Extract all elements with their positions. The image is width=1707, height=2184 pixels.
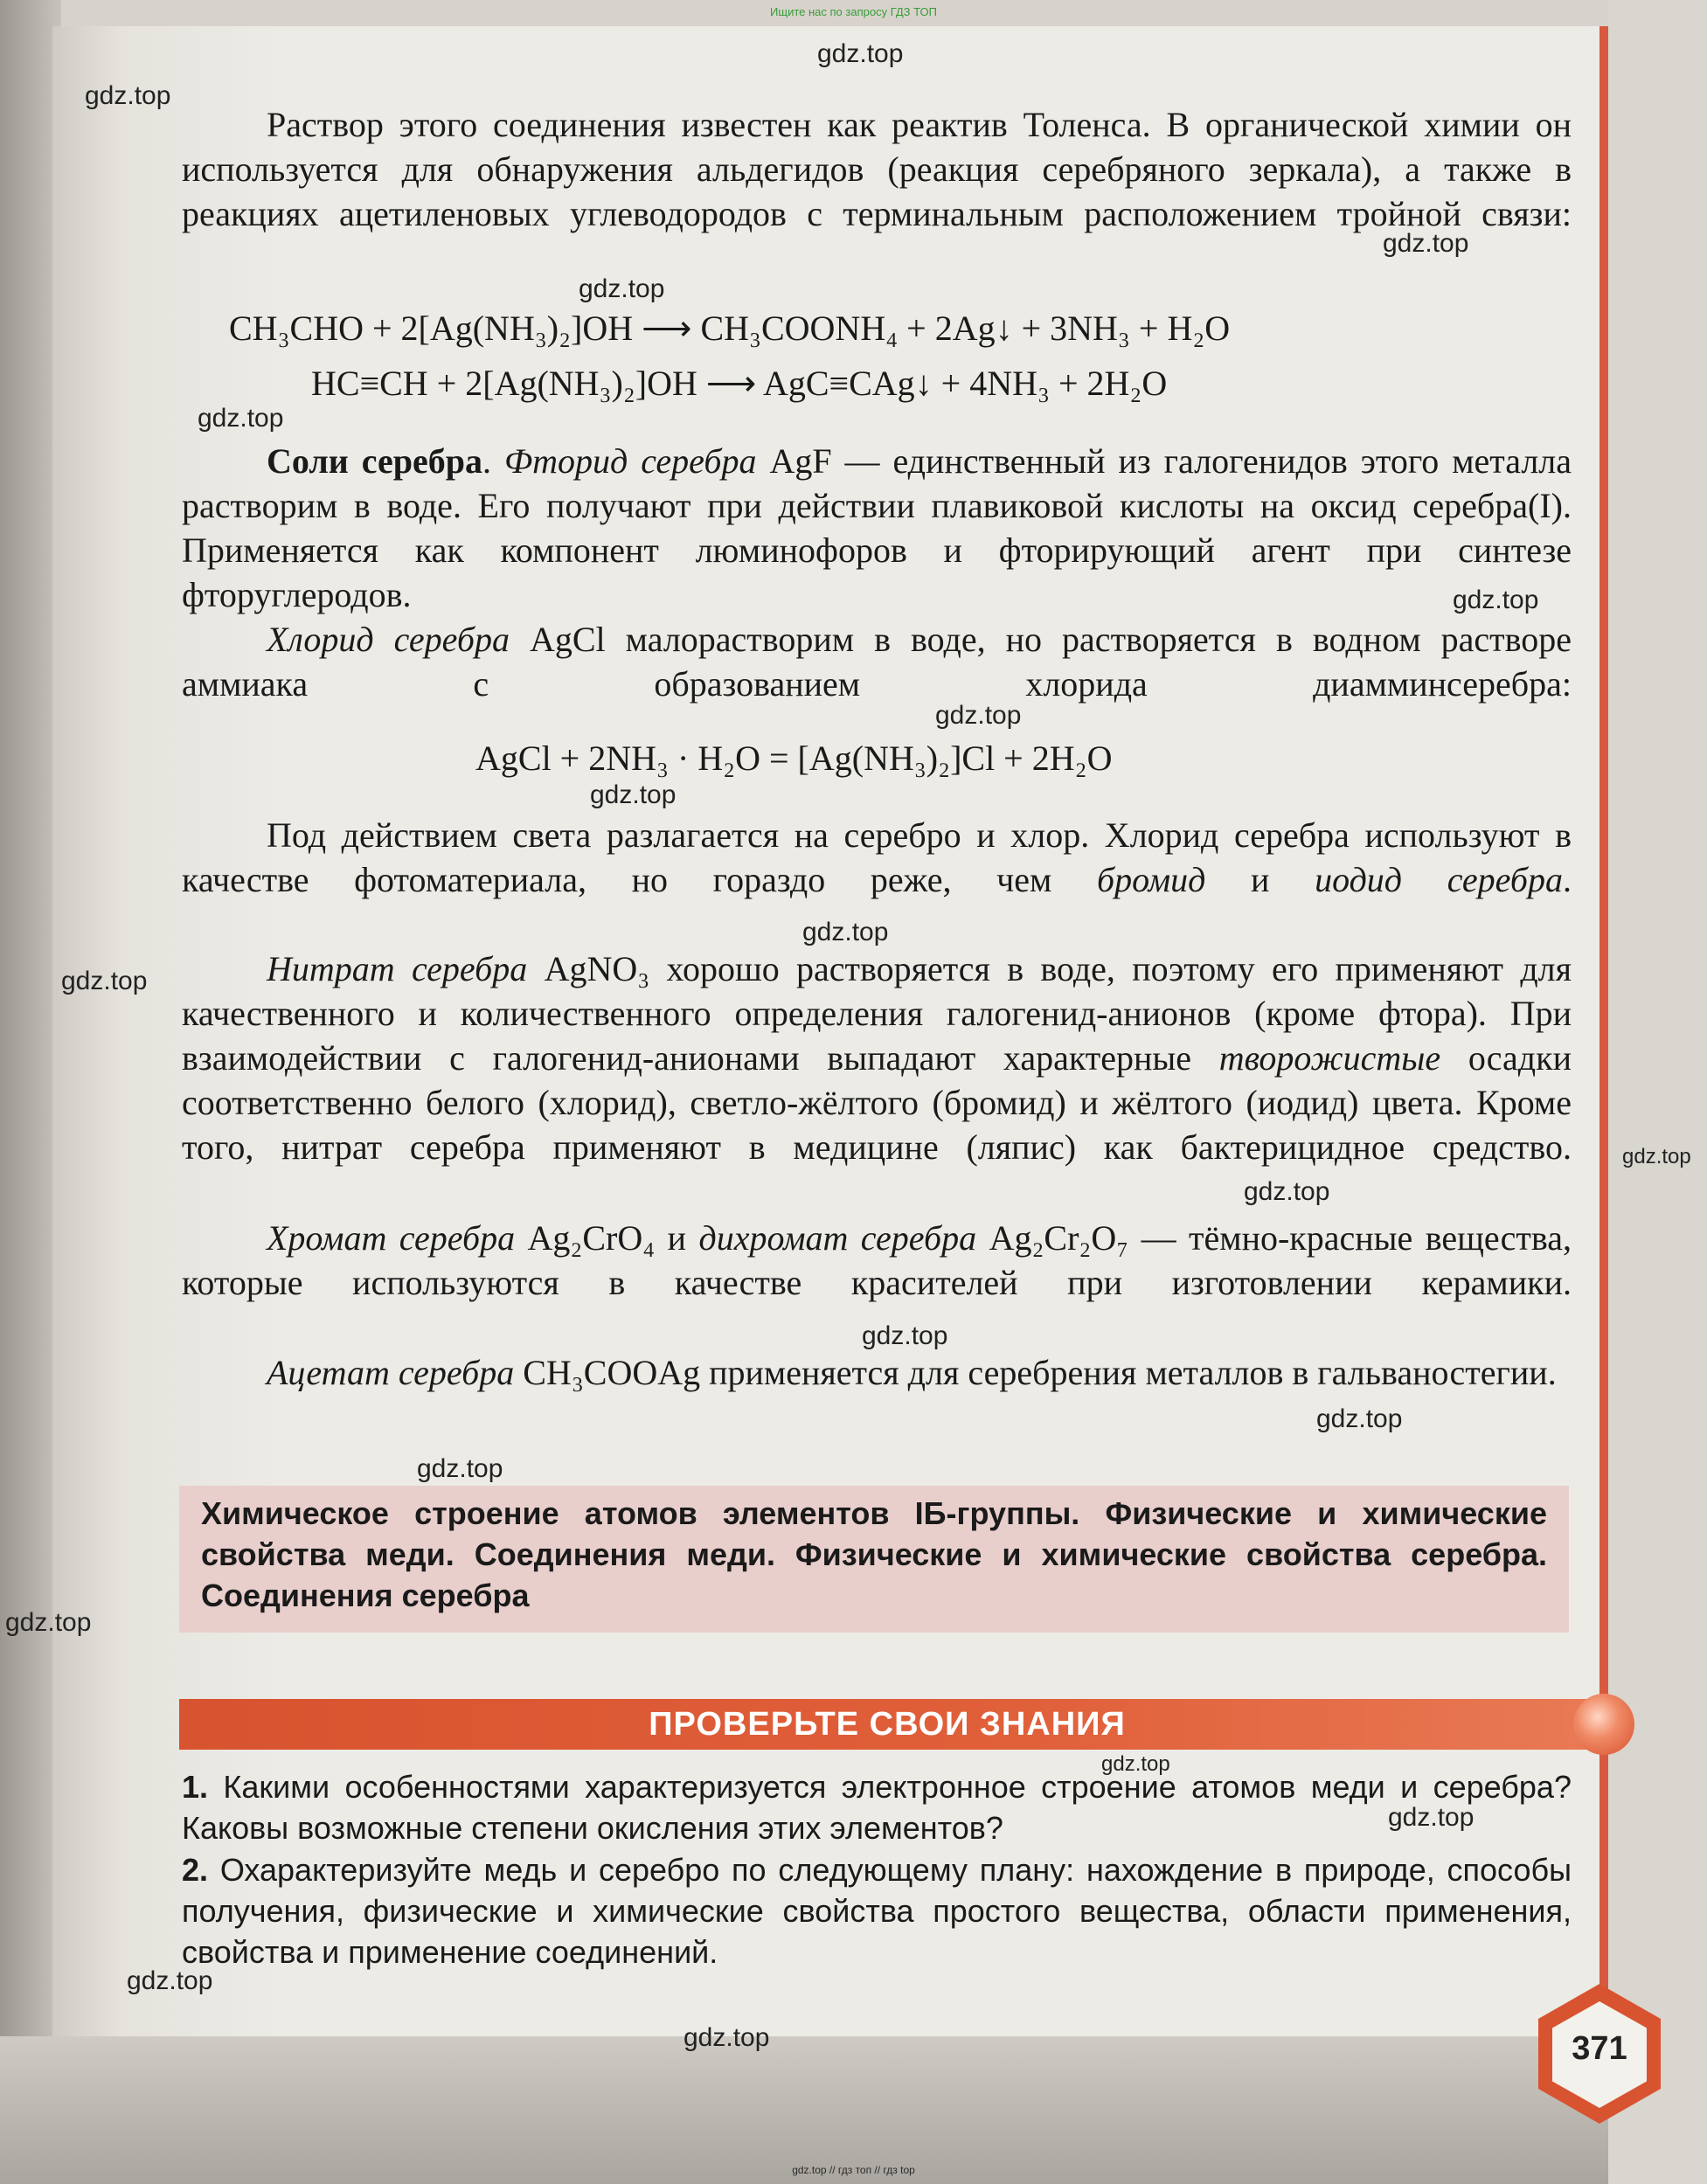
text-acetate: CH₃COOAg применяется для серебрения металлов в гальваностегии. [523, 1353, 1557, 1392]
question-2 [182, 1849, 1572, 1973]
text-nitrate-b: осадки соответственно белого (хлорид), светло-жёлтого (бромид) и жёлтого (иодид) цвета. Кроме того, нитрат серебра применяют в медицине (ляпис) как бактерицидное средство. [182, 1038, 1572, 1167]
watermark: gdz.top [802, 918, 889, 946]
paragraph-silver-nitrate [182, 946, 1572, 1169]
text-silver-fluoride: AgF — единственный из галогенидов этого металла растворим в воде. Его получают при действии плавиковой кислоты на оксид серебра(I). Применяется как компонент люминофоров и фторирующий агент при синтезе фторуглеродов. [182, 441, 1572, 614]
watermark: gdz.top [1383, 229, 1469, 258]
paragraph-light-decomposition: Под действием света разлагается на серебро и хлор. Хлорид серебра используют в качестве фотоматериала, но гораздо реже, чем бромид и иодид серебра. [182, 815, 1572, 899]
heading-silver-salts: Соли серебра [267, 441, 483, 481]
watermark: gdz.top [935, 701, 1022, 730]
watermark: gdz.top [198, 404, 284, 433]
question-1 [182, 1766, 1572, 1848]
watermark: gdz.top [1622, 1145, 1691, 1168]
text-and-2: и [667, 1218, 687, 1258]
term-iodide: иодид серебра [1315, 860, 1564, 899]
question-number: 1. [182, 1769, 209, 1805]
watermark: gdz.top [61, 967, 148, 995]
paragraph-chromates [182, 1216, 1572, 1305]
term-curdy: творожистые [1218, 1038, 1441, 1078]
watermark: gdz.top [1453, 586, 1539, 614]
question-number: 2. [182, 1852, 209, 1888]
term-silver-chromate: Хромат серебра [267, 1218, 516, 1258]
watermark: gdz.top [1316, 1404, 1403, 1433]
top-search-link[interactable]: Ищите нас по запросу ГДЗ ТОП [770, 5, 937, 18]
equation-acetylene: HC≡CH + 2[Ag(NH₃)₂]OH ⟶ AgC≡CAg↓ + 4NH₃ + 2H₂O [311, 364, 1168, 403]
watermark: gdz.top [127, 1966, 213, 1995]
question-text: Какими особенностями характеризуется электронное строение атомов меди и серебра? Каковы возможные степени окисления этих элементов? [182, 1769, 1572, 1846]
term-silver-dichromate: дихромат серебра [698, 1218, 977, 1258]
right-margin [1608, 0, 1707, 2184]
equation-aldehyde: CH₃CHO + 2[Ag(NH₃)₂]OH ⟶ CH₃COONH₄ + 2Ag↓ + 3NH₃ + H₂O [229, 309, 1231, 348]
watermark: gdz.top [1244, 1177, 1330, 1206]
equation-ammonia: AgCl + 2NH₃ · H₂O = [Ag(NH₃)₂]Cl + 2H₂O [475, 738, 1113, 778]
watermark: gdz.top [5, 1608, 92, 1637]
bottom-shadow [0, 2036, 1707, 2184]
term-bromide: бромид [1097, 860, 1206, 899]
term-silver-nitrate: Нитрат серебра [267, 949, 528, 988]
watermark: gdz.top [579, 274, 665, 303]
margin-rule [1599, 26, 1608, 2080]
watermark: gdz.top [1101, 1752, 1170, 1776]
term-silver-chloride: Хлорид серебра [267, 620, 510, 659]
watermark: gdz.top [85, 81, 171, 110]
paragraph-silver-acetate [182, 1350, 1572, 1395]
paragraph-silver-fluoride: Соли серебра. Фторид серебра AgF — единственный из галогенидов этого металла растворим в воде. Его получают при действии плавиковой кислоты на оксид серебра(I). Применяется как компонент люминофоров и фторирующий агент при синтезе фторуглеродов. [182, 441, 1572, 614]
text-silver-chloride: AgCl малорастворим в воде, но растворяется в водном растворе аммиака с образованием хлорида диамминсеребра: [182, 620, 1572, 704]
bottom-footer-link[interactable]: gdz.top // гдз топ // гдз top [792, 2164, 915, 2176]
watermark: gdz.top [683, 2023, 770, 2052]
question-text: Охарактеризуйте медь и серебро по следующему плану: нахождение в природе, способы получения, физические и химические свойства простого вещества, области применения, свойства и применение соединений. [182, 1852, 1572, 1970]
summary-text: Химическое строение атомов элементов IБ-группы. Физические и химические свойства меди. Соединения меди. Физические и химические свойства серебра. Соединения серебра [201, 1495, 1547, 1613]
watermark: gdz.top [862, 1321, 948, 1350]
text-and: и [1251, 860, 1270, 899]
page-number: 371 [1572, 2030, 1627, 2067]
term-silver-fluoride: Фторид серебра [503, 441, 757, 481]
formula-chromate: Ag₂CrO₄ [527, 1218, 656, 1258]
check-banner-title: ПРОВЕРЬТЕ СВОИ ЗНАНИЯ [649, 1706, 1126, 1743]
term-silver-acetate: Ацетат серебра [267, 1353, 515, 1392]
watermark: gdz.top [1388, 1803, 1475, 1832]
paragraph-silver-chloride [182, 617, 1572, 706]
paragraph-tollens: Раствор этого соединения известен как реактив Толенса. В органической химии он используется для обнаружения альдегидов (реакция серебряного зеркала), а также в реакциях ацетиленовых углеводородов с терминальным расположением тройной связи: [182, 105, 1572, 233]
watermark: gdz.top [417, 1454, 503, 1483]
text-chromates: Ag₂Cr₂O₇ — тёмно-красные вещества, которые используются в качестве красителей при изготовлении керамики. [182, 1218, 1572, 1302]
watermark: gdz.top [590, 780, 677, 809]
text-nitrate-a: AgNO₃ хорошо растворяется в воде, поэтому его применяют для качественного и количественного определения галогенид-анионов (кроме фтора). При взаимодействии с галогенид-анионами выпадают характерные [182, 949, 1572, 1078]
text-decomposition: Под действием света разлагается на серебро и хлор. Хлорид серебра используют в качестве фотоматериала, но гораздо реже, чем [182, 815, 1572, 899]
watermark: gdz.top [817, 39, 904, 68]
